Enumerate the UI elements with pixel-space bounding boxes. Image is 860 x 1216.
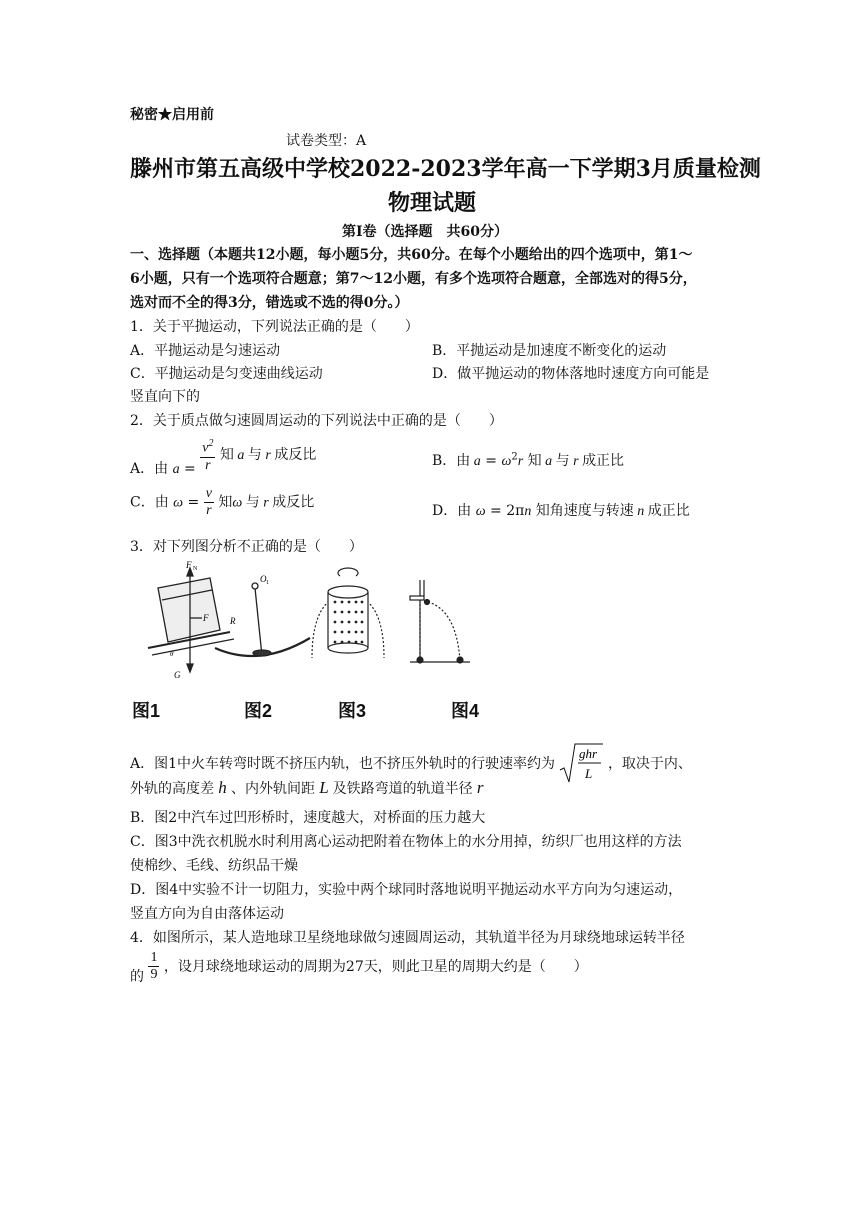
option-d: D．图4中实验不计一切阻力，实验中两个球同时落地说明平抛运动水平方向为匀速运动， <box>130 882 683 898</box>
figure-2-label: 图2 <box>244 701 273 721</box>
option-b: B．由 $a = \omega^2r$ 知 a 与 r 成正比 <box>432 451 625 469</box>
page-subtitle: 物理试题 <box>388 190 477 216</box>
question-stem: 1．关于平抛运动，下列说法正确的是（ ） <box>130 319 419 335</box>
secret-mark: 秘密★启用前 <box>130 107 214 123</box>
option-a: A．图1中火车转弯时既不挤压内轨，也不挤压外轨时的行驶速率约为 ghr L ，取决于内、 <box>130 742 692 786</box>
option-c-continued: 使棉纱、毛线、纺织品干燥 <box>130 858 298 874</box>
r-label: R <box>230 616 236 626</box>
fn-subscript: N <box>193 566 198 572</box>
option-a: A．由 a = $\frac{v^2}{r}$ 知 a 与 r 成反比 <box>130 438 317 477</box>
option-c: C．平抛运动是匀变速曲线运动 <box>130 366 323 382</box>
theta-label: θ <box>170 650 174 658</box>
instruction-line: 6小题，只有一个选项符合题意；第7～12小题，有多个选项符合题意，全部选对的得5分， <box>130 271 697 287</box>
figures-panel <box>130 560 500 690</box>
instruction-line: 选对而不全的得3分，错选或不选的得0分。） <box>130 295 409 311</box>
option-b: B．图2中汽车过凹形桥时，速度越大，对桥面的压力越大 <box>130 810 486 826</box>
question-stem: 2．关于质点做匀速圆周运动的下列说法中正确的是（ ） <box>130 413 503 429</box>
question-stem-continued: 的 $\frac{1}{9}$ ，设月球绕地球运动的周期为27天，则此卫星的周期大约是（ ） <box>130 950 588 985</box>
section-heading: 第Ⅰ卷（选择题 共60分） <box>342 224 509 240</box>
figure-4-label: 图4 <box>451 701 480 721</box>
o1-label: O <box>260 574 267 584</box>
figure-3-label: 图3 <box>338 701 367 721</box>
question-stem: 3．对下列图分析不正确的是（ ） <box>130 539 363 555</box>
option-a: A．平抛运动是匀速运动 <box>130 343 281 359</box>
paper-type: 试卷类型：A <box>286 133 367 149</box>
option-c: C．图3中洗衣机脱水时利用离心运动把附着在物体上的水分用掉，纺织厂也用这样的方法 <box>130 834 682 850</box>
option-d: D．做平抛运动的物体落地时速度方向可能是 <box>432 366 710 382</box>
figure-3-drum <box>312 568 384 658</box>
page-title: 滕州市第五高级中学校2022-2023学年高一下学期3月质量检测 <box>130 156 761 182</box>
option-c: C．由 ω = $\frac{v}{r}$ 知ω 与 r 成反比 <box>130 486 315 518</box>
option-d: D．由 ω = 2πn 知角速度与转速 n 成正比 <box>432 503 690 519</box>
option-b: B．平抛运动是加速度不断变化的运动 <box>432 343 667 359</box>
option-a-continued: 外轨的高度差 h 、内外轨间距 L 及铁路弯道的轨道半径 r <box>130 778 484 797</box>
f-label: F <box>203 613 209 623</box>
svg-text:L: L <box>585 766 593 781</box>
option-d-continued: 竖直向下的 <box>130 389 200 405</box>
figure-1-label: 图1 <box>132 701 161 721</box>
o1-subscript: 1 <box>266 580 269 586</box>
option-d-continued: 竖直方向为自由落体运动 <box>130 906 284 922</box>
figure-1-train <box>148 568 234 672</box>
sqrt-expression <box>559 742 603 786</box>
figure-4-balls <box>410 580 470 663</box>
fn-label: F <box>186 560 192 570</box>
instruction-line: 一、选择题（本题共12小题，每小题5分，共60分。在每个小题给出的四个选项中，第1～ <box>130 247 693 263</box>
g-label: G <box>174 670 181 680</box>
svg-text:ghr: ghr <box>579 746 598 761</box>
question-stem: 4．如图所示，某人造地球卫星绕地球做匀速圆周运动，其轨道半径为月球绕地球运转半径 <box>130 930 685 946</box>
